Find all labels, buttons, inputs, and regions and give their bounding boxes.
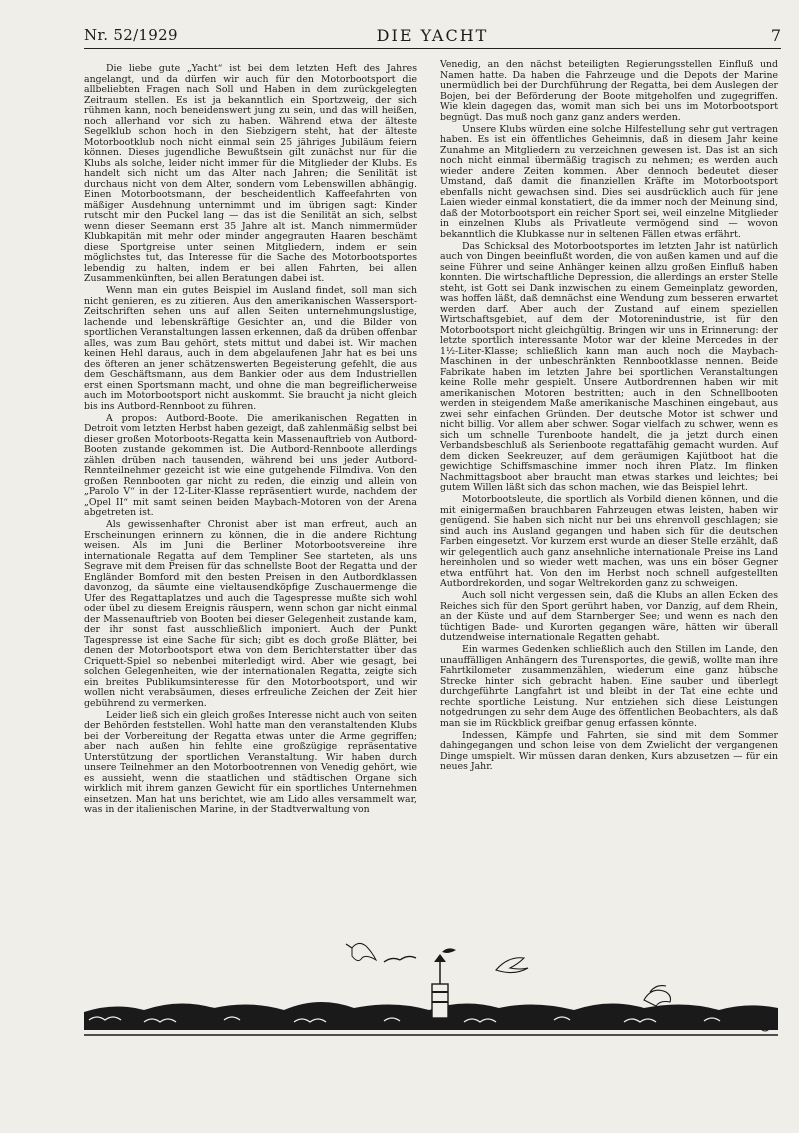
paragraph: Motorbootsleute, die sportlich als Vorbild dienen können, und die mit einigermaßen brauchbaren Fahrzeugen etwas leisten, haben wir genügend. Sie haben sich nicht nur bei uns ehrenvoll geschlagen; sie sind auch ins Ausland gegangen und haben sich für die deutschen Farben eingesetzt. Vor kurzem erst wurde an dieser Stelle erzählt, daß wir gelegentlich auch ganz ansehnliche internationale Preise ins Land hereinholen und so wieder wett machen, was uns ein böser Gegner etwa entführt hat. Von den im Herbst noch schnell aufgestellten Autbordrekorden, und sogar Weltrekorden ganz zu schweigen.	[440, 494, 778, 589]
seascape-vignette-icon	[84, 940, 778, 1045]
paragraph: Unsere Klubs würden eine solche Hilfestellung sehr gut vertragen haben. Es ist ein öffentliches Geheimnis, daß in diesem Jahr keine Zunahme an Mitgliedern zu verzeichnen gewesen ist. Das ist an sich noch nicht einmal übermäßig tragisch zu nehmen; es werden auch wieder andere Zeiten kommen. Aber dennoch bedeutet dieser Umstand, daß damit die finanziellen Kräfte im Motorbootsport ebenfalls nicht gewachsen sind. Dies sei ausdrücklich auch für jene Laien wieder einmal konstatiert, die da immer noch der Meinung sind, daß der Motorbootsport ein reicher Sport sei, weil einzelne Mitglieder in einzelnen Klubs als Privatleute vermögend sind — wovon bekanntlich die Klubkasse nur in seltenen Fällen etwas erfährt.	[440, 123, 778, 240]
paragraph: Als gewissenhafter Chronist aber ist man erfreut, auch an Erscheinungen erinnern zu können, die in die andere Richtung weisen. Als im Juni die Berliner Motorbootsvereine ihre internationale Regatta auf dem Templiner See starteten, als uns Segrave mit dem Preisen für das schnellste Boot der Regatta und der Engländer Bomford mit den besten Preisen in den Autbordklassen davonzog, da säumte eine vieltausendköpfige Zuschauermenge die Ufer des Regattaplatzes und auch die Tagespresse mußte sich wohl oder übel zu diesem Ereignis räuspern, wenn schon gar nicht einmal der Massenauftrieb von Booten bei dieser Gelegenheit zustande kam, der ihr sonst fast ausschließlich imponiert. Auch der Punkt Tagespresse ist eine Sache für sich; gibt es doch große Blätter, bei denen der Motorbootsport etwa von dem Berichterstatter über das Criquett-Spiel so nebenbei miterledigt wird. Aber wie gesagt, bei solchen Gelegenheiten, wie der internationalen Regatta, zeigte sich ein breites Publikumsinteresse für den Motorbootsport, und wir wollen nicht verabsäumen, dieses erfreuliche Zeichen der Zeit hier gebührend zu vermerken.	[84, 519, 417, 709]
issue-number: Nr. 52/1929	[84, 26, 178, 44]
paragraph: Venedig, an den nächst beteiligten Regierungsstellen Einfluß und Namen hatte. Da haben die Fahrzeuge und die Depots der Marine unermüdlich bei der Durchführung der Regatta, bei dem Auslegen der Bojen, bei der Beförderung der Boote mitgeholfen und zugegriffen. Wie klein dagegen das, womit man sich bei uns im Motorbootsport begnügt. Das muß noch ganz ganz anders werden.	[440, 59, 778, 123]
paragraph: Ein warmes Gedenken schließlich auch den Stillen im Lande, den unauffälligen Anhängern des Turensportes, die gewiß, wollte man ihre Fahrtkilometer zusammenzählen, wiederum eine ganz hübsche Strecke hinter sich gebracht haben. Eine sauber und überlegt durchgeführte Langfahrt ist und bleibt in der Tat eine echte und rechte sportliche Leistung. Nur entziehen sich diese Leistungen notgedrungen zu sehr dem Auge des öffentlichen Beobachters, als daß man sie im Rückblick greifbar genug erfassen könnte.	[440, 644, 778, 729]
paragraph: Die liebe gute „Yacht“ ist bei dem letzten Heft des Jahres angelangt, und da dürfen wir auch für den Motorbootsport die allbeliebten Fragen nach Soll und Haben in dem zurückgelegten Zeitraum stellen. Es ist ja bekanntlich ein Sportzweig, der sich rühmen kann, noch beneidenswert jung zu sein, und das will heißen, noch allerhand vor sich zu haben. Während etwa der älteste Segelklub schon hoch in den Siebzigern steht, hat der älteste Motorbootklub noch nicht einmal sein 25 jähriges Jubiläum feiern können. Dieses jugendliche Bewußtsein gilt zunächst nur für die Klubs als solche, leider nicht immer für die Mitglieder der Klubs. Es handelt sich nicht um das Alter nach Jahren; die Senilität ist durchaus nicht von dem Alter, sondern vom Lebenswillen abhängig. Einen Motorbootsmann, der bescheidentlich Kaffeefahrten von mäßiger Ausdehnung unternimmt und im übrigen sagt: Kinder rutscht mir den Puckel lang — das ist die Senilität an sich, selbst wenn dieser Seemann erst 35 Jahre alt ist. Manch nimmermüder Klubkapitän mit mehr oder minder angegrauten Haaren beschämt diese Sportgreise unter seinen Mitgliedern, indem er sein möglichstes tut, das Interesse für die Sache des Motorbootsportes lebendig zu halten, indem er bei allen Fahrten, bei allen Zusammenkünften, bei allen Beratungen dabei ist.	[84, 63, 417, 284]
right-column	[440, 60, 778, 774]
magazine-title: DIE YACHT	[376, 26, 489, 45]
left-column	[84, 64, 417, 817]
header-rule	[84, 48, 781, 49]
page-number: 7	[770, 26, 781, 45]
paragraph: Auch soll nicht vergessen sein, daß die Klubs an allen Ecken des Reiches sich für den Sport gerührt haben, vor Danzig, auf dem Rhein, an der Küste und auf dem Starnberger See; und wenn es nach den tüchtigen Bade- und Kurorten gegangen wäre, hätten wir überall dutzendweise internationale Regatten gehabt.	[440, 590, 778, 643]
paragraph: Indessen, Kämpfe und Fahrten, sie sind mit dem Sommer dahingegangen und schon leise von dem Zwielicht der vergangenen Dinge umspielt. Wir müssen daran denken, Kurs abzusetzen — für ein neues Jahr.	[440, 729, 778, 772]
paragraph: Das Schicksal des Motorbootsportes im letzten Jahr ist natürlich auch von Dingen beeinflußt worden, die von außen kamen und auf die seine Führer und seine Anhänger keinen allzu großen Einfluß haben konnten. Die wirtschaftliche Depression, die allerdings an erster Stelle steht, ist Gott sei Dank inzwischen zu einem Gemeinplatz geworden, was hoffen läßt, daß demnächst eine Wendung zum besseren erwartet werden darf. Aber auch der Zustand auf einem speziellen Wirtschaftsgebiet, auf dem der Motorenindustrie, ist für den Motorbootsport nicht gleichgültig. Bringen wir uns in Erinnerung: der letzte sportlich interessante Motor war der kleine Mercedes in der 1½-Liter-Klasse; schließlich kann man auch noch die Maybach-Maschinen in der unbeschränkten Rennbootklasse nennen. Beide Fabrikate haben im letzten Jahre bei sportlichen Veranstaltungen keine Rolle mehr gespielt. Unsere Autbordrennen haben wir mit amerikanischen Motoren bestritten; auch in den Schnellbooten werden in steigendem Maße amerikanische Maschinen eingebaut, aus zwei sehr einfachen Gründen. Der deutsche Motor ist schwer und nicht billig. Vor allem aber schwer. Sogar vielfach zu schwer, wenn es sich um schnelle Turenboote handelt, die ja jetzt durch einen Verbandsbeschluß als Serienboote regattafähig gemacht wurden. Auf dem dicken Seekreuzer, auf dem geräumigen Kajütboot hat die gewichtige Schiffsmaschine immer noch ihren Platz. Im flinken Nachmittagsboot aber braucht man etwas starkes und leichtes; bei gutem Willen läßt sich das schon machen, wie das Beispiel lehrt.	[440, 240, 778, 493]
paragraph: A propos: Autbord-Boote. Die amerikanischen Regatten in Detroit vom letzten Herbst haben gezeigt, daß zahlenmäßig selbst bei dieser großen Motorboots-Regatta kein Massenauftrieb von Autbord-Booten zustande gekommen ist. Die Autbord-Rennboote allerdings zählen drüben nach tausenden, während bei uns jeder Autbord-Rennteilnehmer gezeicht ist wie eine gutgehende Filmdiva. Von den großen Rennbooten gar nicht zu reden, die einzig und allein von „Parolo V“ in der 12-Liter-Klasse repräsentiert wurde, nachdem der „Opel II“ mit samt seinen beiden Maybach-Motoren von der Arena abgetreten ist.	[84, 412, 417, 518]
paragraph: Leider ließ sich ein gleich großes Interesse nicht auch von seiten der Behörden feststellen. Wohl hatte man den veranstaltenden Klubs bei der Vorbereitung der Regatta etwas unter die Arme gegriffen; aber nach außen hin fehlte eine großzügige repräsentative Unterstützung der sportlichen Veranstaltung. Wir haben durch unsere Teilnehmer an den Motorbootrennen von Venedig gehört, wie es aussieht, wenn die staatlichen und städtischen Organe sich wirklich mit ihrem ganzen Gewicht für ein sportliches Unternehmen einsetzen. Man hat uns berichtet, wie am Lido alles versammelt war, was in der italienischen Marine, in der Stadtverwaltung von	[84, 709, 417, 815]
paragraph: Wenn man ein gutes Beispiel im Ausland findet, soll man sich nicht genieren, es zu zitieren. Aus den amerikanischen Wassersport-Zeitschriften sehen uns auf allen Seiten unternehmungslustige, lachende und lebenskräftige Gesichter an, und die Bilder von sportlichen Veranstaltungen lassen erkennen, daß da drüben offenbar alles, was zum Bau gehört, stets mittut und dabei ist. Wir machen keinen Hehl daraus, auch in dem abgelaufenen Jahr hat es bei uns des öfteren an jener schätzenswerten Begeisterung gefehlt, die aus dem Geschäftsmann, aus dem Bankier oder aus dem Industriellen erst einen Sportsmann macht, und ohne die man begreiflicherweise auch im Motorbootsport nicht auskommt. Sie braucht ja nicht gleich bis ins Autbord-Rennboot zu führen.	[84, 285, 417, 412]
